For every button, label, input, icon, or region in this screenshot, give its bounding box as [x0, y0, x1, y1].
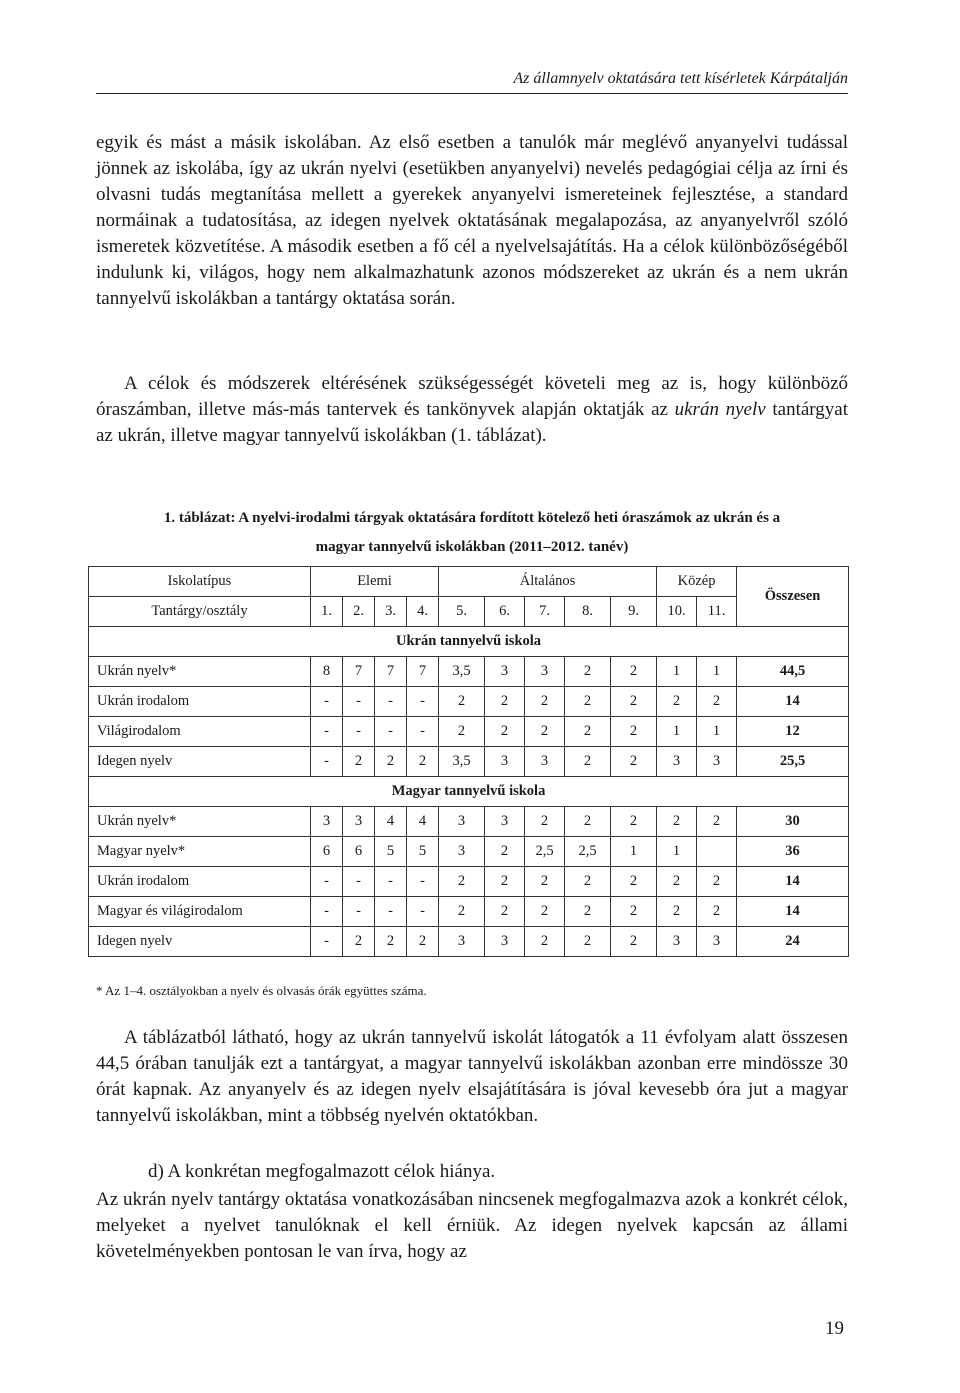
- hours-cell: 2: [565, 747, 611, 777]
- paragraph-1-text: egyik és mást a másik iskolában. Az első esetben a tanulók már meglévő anyanyelvi tudással jönnek az iskolába, így az ukrán nyelvi (esetükben anyanyelvi) nevelés pedagógiai célja az írni és olvasni tudás megtanítása mellett a gyerekek anyanyelvi ismereteinek fejlesztése, a standard normáinak a tudatosítása, az idegen nyelvek oktatásának megalapozása, az anyanyelvről szóló ismeretek közvetítése. A második esetben a fő cél a nyelvelsajátítás. Ha a célok különbözőségéből indulunk ki, világos, hogy nem alkalmazhatunk azonos módszereket az ukrán és a nem ukrán tannyelvű iskolákban a tantárgy oktatása során.: [96, 132, 848, 309]
- hours-cell: -: [343, 717, 375, 747]
- hours-cell: -: [311, 747, 343, 777]
- subject-cell: Ukrán nyelv*: [89, 807, 311, 837]
- section-title-hungarian: Magyar tannyelvű iskola: [89, 777, 849, 807]
- total-cell: 44,5: [737, 657, 849, 687]
- hours-cell: 3: [439, 837, 485, 867]
- hours-cell: 5: [375, 837, 407, 867]
- hours-cell: 2: [439, 897, 485, 927]
- hours-cell: -: [375, 867, 407, 897]
- paragraph-2-part-a: A célok és módszerek eltérésének szükségességét követeli meg az is, hogy különböző óraszámban, illetve más-más tantervek és tankönyvek alapján oktatják az: [96, 373, 848, 420]
- subject-cell: Magyar és világirodalom: [89, 897, 311, 927]
- table-header-row-2: [89, 597, 849, 627]
- ukrainian-school-section: [89, 627, 849, 777]
- hours-cell: 2: [485, 867, 525, 897]
- hours-table: [88, 566, 849, 957]
- hours-cell: 2: [565, 717, 611, 747]
- hours-cell: 7: [407, 657, 439, 687]
- hours-cell: 2: [611, 687, 657, 717]
- table-row: [89, 747, 849, 777]
- hours-cell: 1: [657, 837, 697, 867]
- grade-header: 3.: [375, 597, 407, 627]
- table-row: [89, 837, 849, 867]
- hours-cell: 2: [525, 867, 565, 897]
- table-row: [89, 717, 849, 747]
- table-caption-line-2: magyar tannyelvű iskolákban (2011–2012. tanév): [315, 539, 629, 555]
- hours-cell: 3: [697, 927, 737, 957]
- hours-cell: 2: [343, 747, 375, 777]
- hours-cell: 2: [343, 927, 375, 957]
- hours-cell: 6: [311, 837, 343, 867]
- table-row: [89, 867, 849, 897]
- grade-header: 10.: [657, 597, 697, 627]
- subject-cell: Magyar nyelv*: [89, 837, 311, 867]
- paragraph-2: [96, 371, 848, 449]
- total-cell: 14: [737, 897, 849, 927]
- total-cell: 30: [737, 807, 849, 837]
- hours-cell: [697, 837, 737, 867]
- paragraph-3-text: A táblázatból látható, hogy az ukrán tannyelvű iskolát látogatók a 11 évfolyam alatt összesen 44,5 órában tanulják ezt a tantárgyat, a magyar tannyelvű iskolákban azonban erre mindössze 30 órát kapnak. Az anyanyelv és az idegen nyelv elsajátítására is jóval kevesebb óra jut a magyar tannyelvű iskolákban, mint a többség nyelvén oktatókban.: [96, 1027, 848, 1126]
- hours-cell: 2: [565, 897, 611, 927]
- hours-cell: -: [343, 867, 375, 897]
- paragraph-3: [96, 1025, 848, 1129]
- hours-cell: 2: [485, 837, 525, 867]
- subject-class-header: Tantárgy/osztály: [89, 597, 311, 627]
- paragraph-5: [96, 1187, 848, 1265]
- elemi-group-header: Elemi: [311, 567, 439, 597]
- hours-cell: 2: [611, 717, 657, 747]
- table-row: [89, 927, 849, 957]
- hours-cell: 3: [525, 657, 565, 687]
- hours-cell: 2: [657, 807, 697, 837]
- grade-header: 7.: [525, 597, 565, 627]
- hours-cell: -: [311, 927, 343, 957]
- hours-cell: 2: [657, 867, 697, 897]
- hours-cell: 2: [565, 867, 611, 897]
- hours-cell: -: [343, 897, 375, 927]
- hours-cell: 2: [657, 897, 697, 927]
- table-row: [89, 807, 849, 837]
- hours-cell: 2: [525, 717, 565, 747]
- hours-cell: 3: [485, 657, 525, 687]
- total-cell: 14: [737, 687, 849, 717]
- hours-cell: 2: [611, 807, 657, 837]
- hours-cell: 3: [439, 807, 485, 837]
- hours-cell: 2: [611, 927, 657, 957]
- hours-cell: 5: [407, 837, 439, 867]
- hours-cell: 3: [697, 747, 737, 777]
- hours-cell: -: [375, 687, 407, 717]
- hours-cell: 2: [611, 867, 657, 897]
- hours-cell: 2: [697, 867, 737, 897]
- paragraph-2-part-b: tantárgyat az ukrán, illetve magyar tannyelvű iskolákban (1. táblázat).: [96, 399, 848, 446]
- grade-header: 8.: [565, 597, 611, 627]
- hours-cell: 2: [697, 687, 737, 717]
- table-row: [89, 897, 849, 927]
- hours-cell: -: [311, 717, 343, 747]
- total-cell: 12: [737, 717, 849, 747]
- hours-cell: 3: [343, 807, 375, 837]
- hours-cell: 3: [485, 807, 525, 837]
- total-cell: 14: [737, 867, 849, 897]
- hours-cell: 2: [439, 867, 485, 897]
- hours-cell: 3,5: [439, 747, 485, 777]
- paragraph-4-text: d) A konkrétan megfogalmazott célok hiánya.: [148, 1161, 496, 1182]
- hours-cell: 6: [343, 837, 375, 867]
- subject-cell: Idegen nyelv: [89, 927, 311, 957]
- hours-cell: 2: [525, 687, 565, 717]
- hungarian-school-section: [89, 777, 849, 957]
- subject-cell: Ukrán irodalom: [89, 687, 311, 717]
- hours-cell: 2: [375, 747, 407, 777]
- grade-header: 2.: [343, 597, 375, 627]
- hours-cell: 2: [439, 717, 485, 747]
- total-cell: 25,5: [737, 747, 849, 777]
- hours-cell: 3: [525, 747, 565, 777]
- hours-cell: -: [407, 897, 439, 927]
- grade-header: 6.: [485, 597, 525, 627]
- hours-cell: 4: [375, 807, 407, 837]
- hours-cell: 2,5: [525, 837, 565, 867]
- section-row: [89, 627, 849, 657]
- table-row: [89, 657, 849, 687]
- paragraph-2-text: [96, 371, 848, 449]
- school-type-header: Iskolatípus: [89, 567, 311, 597]
- hours-cell: 2: [565, 807, 611, 837]
- hours-cell: 2: [375, 927, 407, 957]
- total-cell: 36: [737, 837, 849, 867]
- hours-cell: 2: [485, 687, 525, 717]
- hours-cell: 1: [657, 657, 697, 687]
- hours-cell: -: [311, 687, 343, 717]
- hours-cell: 2: [697, 897, 737, 927]
- hours-cell: 2: [565, 687, 611, 717]
- hours-cell: 2: [565, 927, 611, 957]
- hours-cell: 1: [697, 657, 737, 687]
- hours-cell: -: [407, 687, 439, 717]
- hours-cell: 2: [611, 897, 657, 927]
- hours-cell: 7: [375, 657, 407, 687]
- paragraph-1: [96, 130, 848, 312]
- paragraph-2-emphasis: ukrán nyelv: [674, 399, 766, 420]
- grade-header: 4.: [407, 597, 439, 627]
- page-number: 19: [825, 1318, 844, 1339]
- table-row: [89, 687, 849, 717]
- hours-cell: 2: [657, 687, 697, 717]
- table-header-row-1: [89, 567, 849, 597]
- hours-cell: 2: [407, 747, 439, 777]
- total-cell: 24: [737, 927, 849, 957]
- hours-cell: 1: [697, 717, 737, 747]
- hours-cell: -: [343, 687, 375, 717]
- hours-cell: -: [311, 897, 343, 927]
- grade-header: 5.: [439, 597, 485, 627]
- paragraph-5-text: Az ukrán nyelv tantárgy oktatása vonatkozásában nincsenek megfogalmazva azok a konkrét célok, melyeket a nyelvet tanulóknak el kell érniük. Az idegen nyelvek kapcsán az állami követelményekben pontosan le van írva, hogy az: [96, 1189, 848, 1262]
- grade-header: 1.: [311, 597, 343, 627]
- hours-cell: 3: [657, 927, 697, 957]
- hours-cell: 2: [525, 807, 565, 837]
- subject-cell: Világirodalom: [89, 717, 311, 747]
- hours-cell: -: [407, 867, 439, 897]
- hours-cell: 2: [525, 897, 565, 927]
- hours-cell: 3: [311, 807, 343, 837]
- hours-cell: 2: [611, 747, 657, 777]
- hours-cell: 2,5: [565, 837, 611, 867]
- section-title-ukrainian: Ukrán tannyelvű iskola: [89, 627, 849, 657]
- table-caption-line-1: 1. táblázat: A nyelvi-irodalmi tárgyak oktatására fordított kötelező heti óraszámok az ukrán és a: [163, 510, 781, 526]
- hours-cell: 8: [311, 657, 343, 687]
- hours-cell: 2: [525, 927, 565, 957]
- hours-cell: 3: [439, 927, 485, 957]
- grade-header: 11.: [697, 597, 737, 627]
- hours-cell: 3: [657, 747, 697, 777]
- grade-header: 9.: [611, 597, 657, 627]
- altalanos-group-header: Általános: [439, 567, 657, 597]
- hours-cell: -: [407, 717, 439, 747]
- hours-cell: 3: [485, 747, 525, 777]
- hours-cell: 4: [407, 807, 439, 837]
- hours-cell: -: [311, 867, 343, 897]
- hours-cell: 2: [407, 927, 439, 957]
- hours-cell: -: [375, 897, 407, 927]
- hours-cell: 1: [657, 717, 697, 747]
- hours-cell: 2: [697, 807, 737, 837]
- hours-cell: 2: [485, 897, 525, 927]
- hours-cell: -: [375, 717, 407, 747]
- hours-cell: 7: [343, 657, 375, 687]
- hours-cell: 2: [565, 657, 611, 687]
- hours-cell: 3,5: [439, 657, 485, 687]
- running-header: Az államnyelv oktatására tett kísérletek Kárpátalján: [96, 69, 848, 94]
- hours-cell: 2: [611, 657, 657, 687]
- hours-cell: 2: [485, 717, 525, 747]
- subject-cell: Idegen nyelv: [89, 747, 311, 777]
- section-row: [89, 777, 849, 807]
- hours-cell: 1: [611, 837, 657, 867]
- hours-cell: 2: [439, 687, 485, 717]
- hours-cell: 3: [485, 927, 525, 957]
- subject-cell: Ukrán nyelv*: [89, 657, 311, 687]
- paragraph-4: [96, 1159, 848, 1185]
- kozep-group-header: Közép: [657, 567, 737, 597]
- table-footnote: * Az 1–4. osztályokban a nyelv és olvasás órák együttes száma.: [96, 983, 427, 998]
- total-header: Összesen: [737, 567, 849, 627]
- subject-cell: Ukrán irodalom: [89, 867, 311, 897]
